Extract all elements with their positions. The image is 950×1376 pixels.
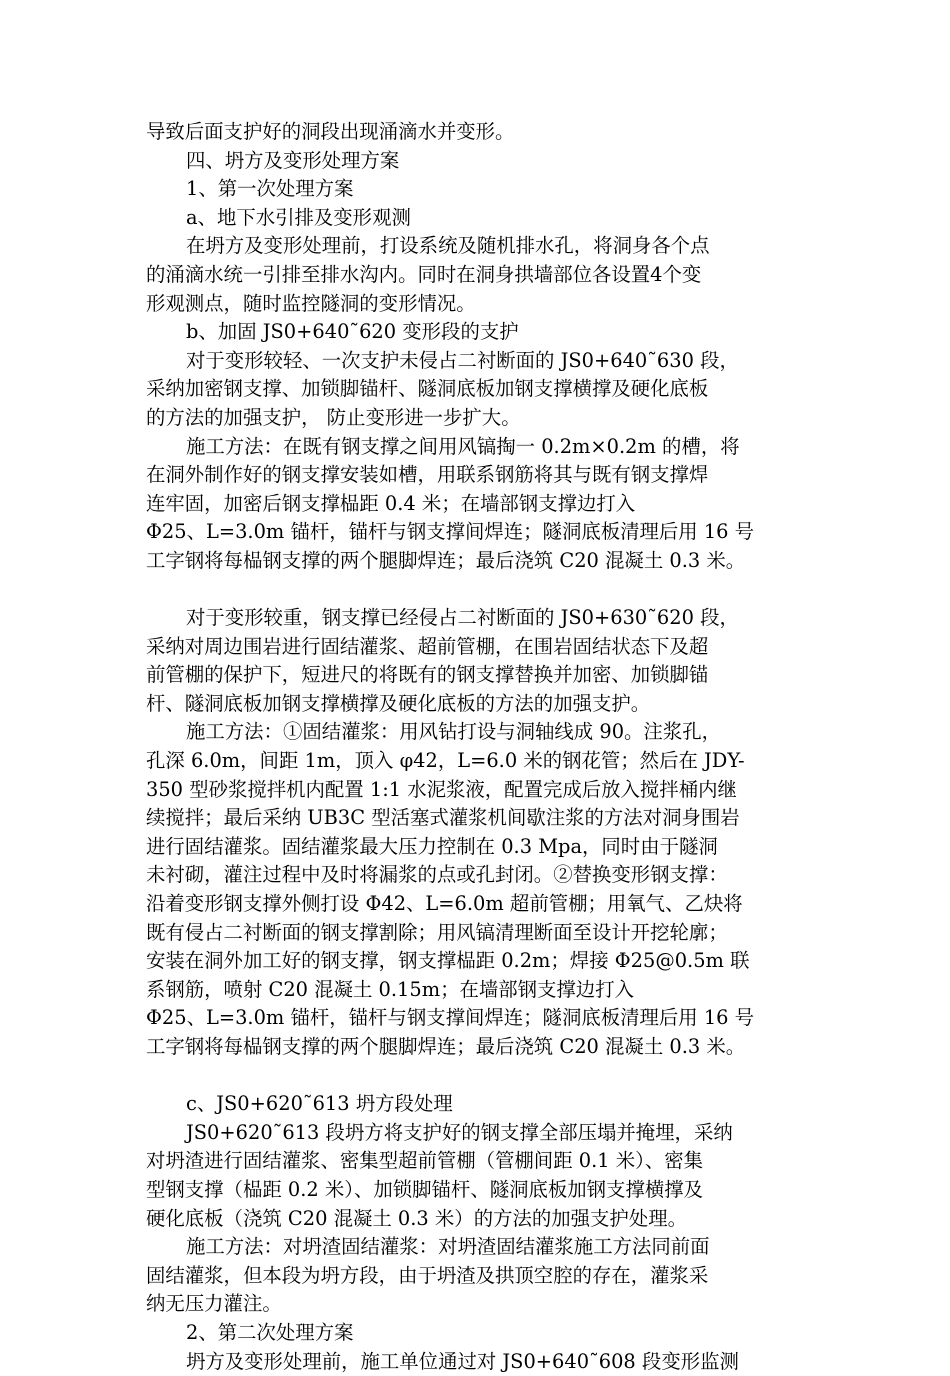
document-body	[146, 118, 806, 1376]
text-line: Φ25、L=3.0m 锚杆，锚杆与钢支撑间焊连；隧洞底板清理后用 16 号	[146, 520, 755, 544]
text-line: 施工方法：①固结灌浆：用风钻打设与洞轴线成 90。注浆孔，	[186, 720, 721, 744]
text-line: 采纳加密钢支撑、加锁脚锚杆、隧洞底板加钢支撑横撑及硬化底板	[146, 377, 709, 401]
text-line: 350 型砂浆搅拌机内配置 1:1 水泥浆液，配置完成后放入搅拌桶内继	[146, 777, 737, 801]
text-line: 对坍渣进行固结灌浆、密集型超前管棚（管棚间距 0.1 米）、密集	[146, 1149, 704, 1173]
text-line: 型钢支撑（榀距 0.2 米）、加锁脚锚杆、隧洞底板加钢支撑横撑及	[146, 1177, 704, 1201]
text-line: 导致后面支护好的洞段出现涌滴水并变形。	[146, 120, 515, 143]
text-line: Φ25、L=3.0m 锚杆，锚杆与钢支撑间焊连；隧洞底板清理后用 16 号	[146, 1006, 755, 1030]
text-line: 的涌滴水统一引排至排水沟内。同时在洞身拱墙部位各设置4个变	[146, 262, 702, 286]
text-line: 施工方法：对坍渣固结灌浆：对坍渣固结灌浆施工方法同前面	[186, 1235, 710, 1259]
blank-line	[146, 1062, 806, 1091]
text-line: 对于变形较轻、一次支护未侵占二衬断面的 JS0+640˜630 段，	[186, 348, 739, 372]
text-line: 沿着变形钢支撑外侧打设 Φ42、L=6.0m 超前管棚；用氧气、乙炔将	[146, 892, 743, 916]
text-line: 2、第二次处理方案	[186, 1320, 354, 1344]
text-line: JS0+620˜613 段坍方将支护好的钢支撑全部压塌并掩埋，采纳	[186, 1120, 733, 1144]
text-line: 既有侵占二衬断面的钢支撑割除；用风镐清理断面至设计开挖轮廓；	[146, 920, 728, 944]
text-line: 固结灌浆，但本段为坍方段，由于坍渣及拱顶空腔的存在，灌浆采	[146, 1263, 709, 1287]
text-line: 在坍方及变形处理前，打设系统及随机排水孔，将洞身各个点	[186, 234, 710, 258]
text-line: b、加固 JS0+640˜620 变形段的支护	[186, 320, 519, 344]
text-line: 采纳对周边围岩进行固结灌浆、超前管棚，在围岩固结状态下及超	[146, 634, 709, 658]
text-line: 未衬砌，灌注过程中及时将漏浆的点或孔封闭。②替换变形钢支撑：	[146, 863, 728, 887]
text-line: 系钢筋，喷射 C20 混凝土 0.15m；在墙部钢支撑边打入	[146, 977, 634, 1001]
text-line: 连牢固，加密后钢支撑榀距 0.4 米；在墙部钢支撑边打入	[146, 491, 636, 515]
text-line: 纳无压力灌注。	[146, 1292, 282, 1316]
text-line: 四、坍方及变形处理方案	[186, 148, 400, 172]
blank-line	[146, 576, 806, 605]
text-line: 孔深 6.0m，间距 1m，顶入 φ42，L=6.0 米的钢花管；然后在 JDY-	[146, 749, 745, 773]
text-line: 工字钢将每榀钢支撑的两个腿脚焊连；最后浇筑 C20 混凝土 0.3 米。	[146, 548, 746, 572]
text-line: 形观测点，随时监控隧洞的变形情况。	[146, 291, 476, 315]
text-line: 对于变形较重，钢支撑已经侵占二衬断面的 JS0+630˜620 段，	[186, 606, 739, 630]
text-line: 施工方法：在既有钢支撑之间用风镐掏一 0.2m×0.2m 的槽，将	[186, 434, 740, 458]
text-line: 在洞外制作好的钢支撑安装如槽，用联系钢筋将其与既有钢支撑焊	[146, 463, 709, 487]
text-line: a、地下水引排及变形观测	[186, 205, 411, 229]
text-line: 安装在洞外加工好的钢支撑，钢支撑榀距 0.2m；焊接 Φ25@0.5m 联	[146, 949, 750, 973]
text-line: c、JS0+620˜613 坍方段处理	[186, 1092, 453, 1116]
text-line: 硬化底板（浇筑 C20 混凝土 0.3 米）的方法的加强支护处理。	[146, 1206, 687, 1230]
text-line: 工字钢将每榀钢支撑的两个腿脚焊连；最后浇筑 C20 混凝土 0.3 米。	[146, 1035, 746, 1058]
text-line: 进行固结灌浆。固结灌浆最大压力控制在 0.3 Mpa，同时由于隧洞	[146, 834, 718, 858]
text-line: 续搅拌；最后采纳 UB3C 型活塞式灌浆机间歇注浆的方法对洞身围岩	[146, 806, 740, 830]
text-line: 1、第一次处理方案	[186, 177, 354, 201]
text-line: 的方法的加强支护， 防止变形进一步扩大。	[146, 405, 521, 429]
text-line: 杆、隧洞底板加钢支撑横撑及硬化底板的方法的加强支护。	[146, 691, 651, 715]
text-line: 坍方及变形处理前，施工单位通过对 JS0+640˜608 段变形监测	[186, 1349, 739, 1373]
text-line: 前管棚的保护下，短进尺的将既有的钢支撑替换并加密、加锁脚锚	[146, 663, 709, 687]
